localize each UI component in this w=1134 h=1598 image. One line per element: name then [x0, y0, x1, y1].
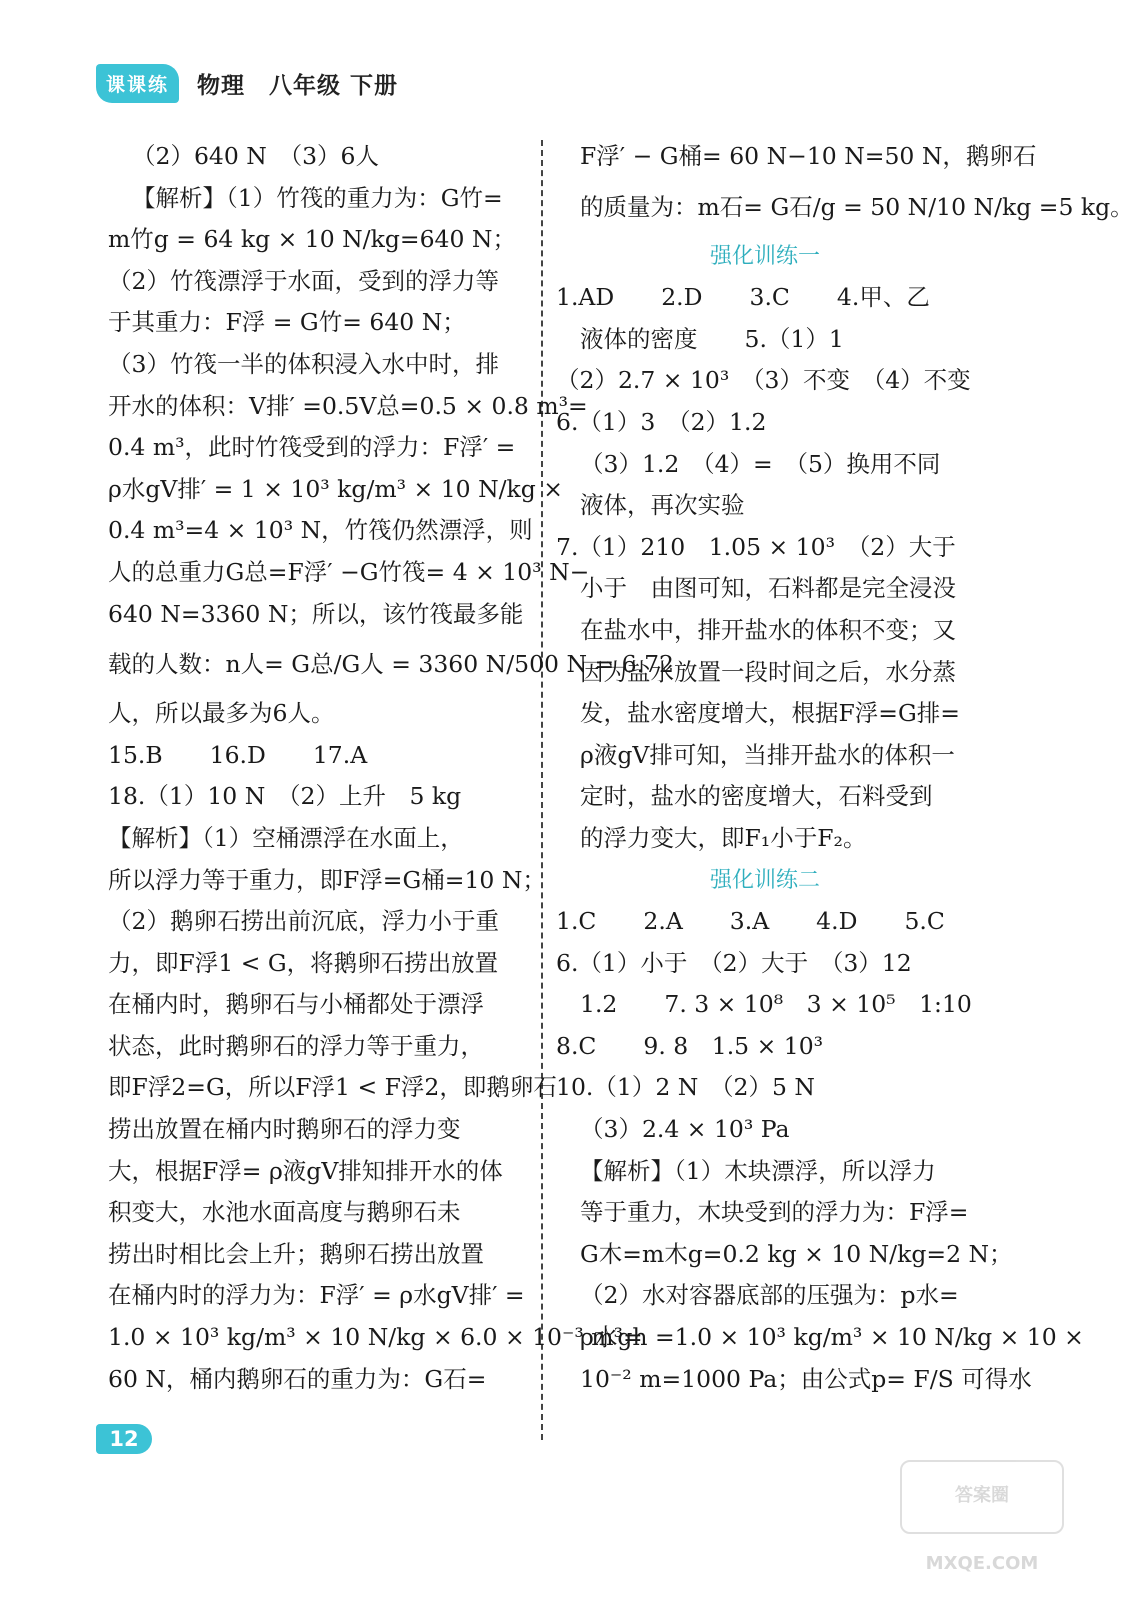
- brand-logo: 课课练: [96, 64, 179, 103]
- section-heading: 强化训练二: [709, 867, 820, 893]
- text-line: 载的人数：n人= G总/G人 = 3360 N/500 N = 6.72: [108, 650, 674, 679]
- text-line: m竹g = 64 kg × 10 N/kg=640 N；: [108, 225, 516, 254]
- text-line: 人的总重力G总=F浮′ −G竹筏= 4 × 10³ N−: [108, 557, 590, 586]
- text-line: 状态，此时鹅卵石的浮力等于重力，: [108, 1031, 484, 1060]
- text-line: 人，所以最多为6人。: [108, 699, 335, 728]
- text-line: （3）2.4 × 10³ Pa: [580, 1115, 790, 1144]
- right-column: [556, 136, 1134, 1400]
- text-line: 发，盐水密度增大，根据F浮=G排=: [580, 699, 960, 728]
- text-line: 1.C 2.A 3.A 4.D 5.C: [556, 907, 945, 936]
- text-line: 【解析】（1）空桶漂浮在水面上，: [108, 823, 464, 852]
- text-line: （3）1.2 （4）= （5）换用不同: [580, 449, 941, 478]
- text-line: 捞出放置在桶内时鹅卵石的浮力变: [108, 1115, 461, 1144]
- text-line: 在桶内时的浮力为：F浮′ = ρ水gV排′ =: [108, 1281, 525, 1310]
- text-line: 的浮力变大，即F₁小于F₂。: [580, 823, 867, 852]
- text-line: 7.（1）210 1.05 × 10³ （2）大于: [556, 532, 956, 561]
- text-line: ρ水gh =1.0 × 10³ kg/m³ × 10 N/kg × 10 ×: [580, 1323, 1084, 1352]
- text-line: 【解析】（1）竹筏的重力为：G竹=: [132, 183, 503, 212]
- column-divider: [541, 140, 543, 1440]
- text-line: G木=m木g=0.2 kg × 10 N/kg=2 N；: [580, 1239, 1013, 1268]
- page-number: 12: [96, 1424, 152, 1454]
- section-heading: 强化训练一: [709, 243, 820, 269]
- text-line: F浮′ − G桶= 60 N−10 N=50 N，鹅卵石: [580, 142, 1037, 170]
- text-line: 捞出时相比会上升；鹅卵石捞出放置: [108, 1239, 484, 1268]
- text-line: 1.AD 2.D 3.C 4.甲、乙: [556, 283, 930, 312]
- text-line: 10.（1）2 N （2）5 N: [556, 1073, 815, 1102]
- text-line: （2）2.7 × 10³ （3）不变 （4）不变: [556, 366, 971, 395]
- text-line: 【解析】（1）木块漂浮，所以浮力: [580, 1156, 936, 1185]
- text-line: 18.（1）10 N （2）上升 5 kg: [108, 782, 462, 811]
- text-line: 因为盐水放置一段时间之后，水分蒸: [580, 657, 956, 686]
- text-line: 液体的密度 5.（1）1: [580, 324, 844, 353]
- text-line: 8.C 9. 8 1.5 × 10³: [556, 1031, 824, 1060]
- text-line: 的质量为：m石= G石/g = 50 N/10 N/kg =5 kg。: [580, 192, 1134, 221]
- text-line: 在桶内时，鹅卵石与小桶都处于漂浮: [108, 990, 484, 1019]
- text-line: 大，根据F浮= ρ液gV排知排开水的体: [108, 1156, 503, 1185]
- text-line: ρ水gV排′ = 1 × 10³ kg/m³ × 10 N/kg ×: [108, 474, 564, 503]
- watermark-logo: 答案圈 MXQE.COM: [900, 1460, 1064, 1534]
- text-line: 1.2 7. 3 × 10⁸ 3 × 10⁵ 1:10: [580, 990, 972, 1019]
- text-line: （2）竹筏漂浮于水面，受到的浮力等: [108, 266, 499, 295]
- text-line: 10⁻² m=1000 Pa；由公式p= F/S 可得水: [580, 1364, 1032, 1393]
- text-line: 0.4 m³=4 × 10³ N，竹筏仍然漂浮，则: [108, 516, 533, 545]
- text-line: 力，即F浮1 < G，将鹅卵石捞出放置: [108, 948, 499, 977]
- text-line: 6.（1）3 （2）1.2: [556, 407, 767, 436]
- text-line: （2）640 N （3）6人: [132, 142, 379, 170]
- page-header: [96, 60, 398, 106]
- text-line: 640 N=3360 N；所以，该竹筏最多能: [108, 599, 524, 628]
- text-line: 等于重力，木块受到的浮力为：F浮=: [580, 1198, 969, 1227]
- text-line: 1.0 × 10³ kg/m³ × 10 N/kg × 6.0 × 10⁻³ m³=: [108, 1323, 643, 1352]
- text-line: 即F浮2=G，所以F浮1 < F浮2，即鹅卵石: [108, 1073, 557, 1102]
- text-line: 定时，盐水的密度增大，石料受到: [580, 782, 933, 811]
- text-line: 6.（1）小于 （2）大于 （3）12: [556, 948, 912, 977]
- text-line: 小于 由图可知，石料都是完全浸没: [580, 574, 956, 603]
- text-line: 60 N，桶内鹅卵石的重力为：G石=: [108, 1364, 487, 1393]
- text-line: 在盐水中，排开盐水的体积不变；又: [580, 615, 956, 644]
- text-line: （3）竹筏一半的体积浸入水中时，排: [108, 349, 499, 378]
- text-line: 15.B 16.D 17.A: [108, 740, 368, 769]
- text-line: 0.4 m³，此时竹筏受到的浮力：F浮′ =: [108, 433, 516, 462]
- text-line: 液体，再次实验: [580, 491, 745, 520]
- text-line: 积变大，水池水面高度与鹅卵石未: [108, 1198, 461, 1227]
- text-line: 开水的体积：V排′ =0.5V总=0.5 × 0.8 m³=: [108, 391, 588, 420]
- text-line: 于其重力：F浮 = G竹= 640 N；: [108, 308, 466, 337]
- text-line: （2）鹅卵石捞出前沉底，浮力小于重: [108, 907, 499, 936]
- text-line: （2）水对容器底部的压强为：p水=: [580, 1281, 959, 1310]
- book-title: 物理 八年级 下册: [197, 71, 399, 99]
- text-line: ρ液gV排可知，当排开盐水的体积一: [580, 740, 955, 769]
- text-line: 所以浮力等于重力，即F浮=G桶=10 N；: [108, 865, 546, 894]
